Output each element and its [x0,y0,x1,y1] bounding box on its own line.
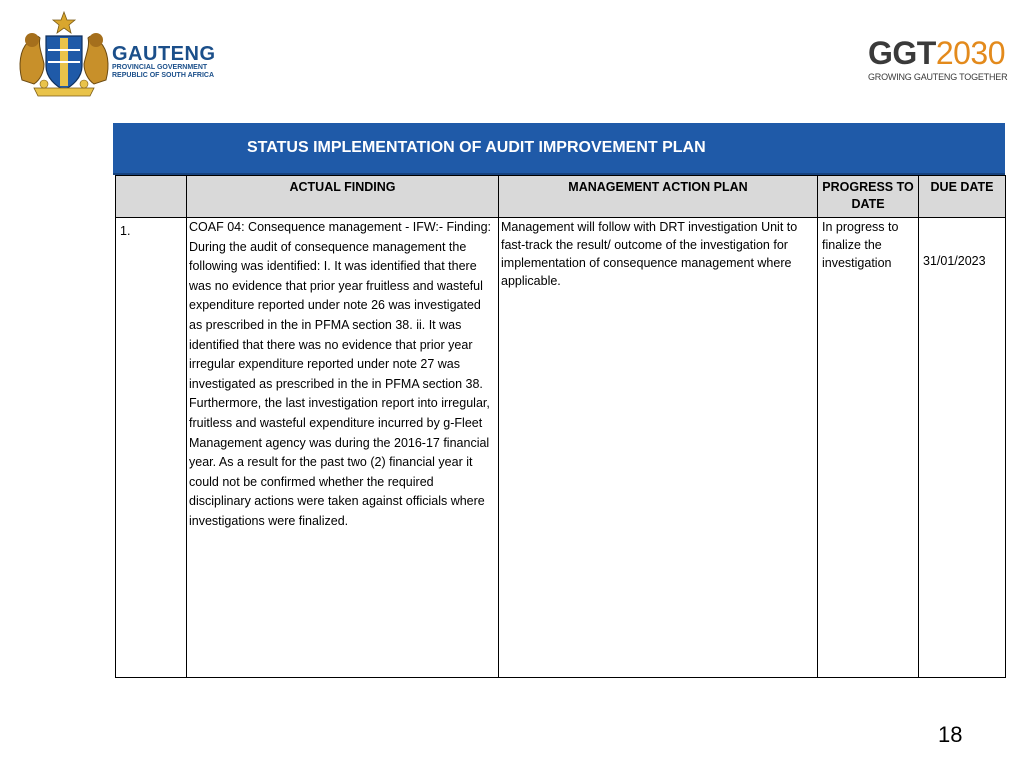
ggt-tagline: GROWING GAUTENG TOGETHER [868,72,1008,82]
table-header-row [116,176,1006,218]
column-header-action-plan: MANAGEMENT ACTION PLAN [499,176,818,218]
finding-cell: COAF 04: Consequence management - IFW:- Finding: During the audit of consequence management the following was identified: I. It was identified that there was no evidence that prior year fruitless and wasteful expenditure reported under note 26 was investigated as prescribed in the in PFMA section 38. ii. It was identified that there was no evidence that prior year irregular expenditure reported under note 27 was investigated as prescribed in the in PFMA section 38. Furthermore, the last investigation report into irregular, fruitless and wasteful expenditure incurred by g-Fleet Management agency was during the 2016-17 financial year. As a result for the past two (2) financial year it could not be confirmed whether the required disciplinary actions were taken against officials where investigations were finalized. [187,218,499,678]
ggt-brand-main: GGT [868,35,936,71]
column-header-finding: ACTUAL FINDING [187,176,499,218]
page-number: 18 [938,722,963,747]
column-header-progress: PROGRESS TO DATE [818,176,919,218]
due-date-cell: 31/01/2023 [919,218,1006,678]
slide-title: STATUS IMPLEMENTATION OF AUDIT IMPROVEMENT PLAN [247,139,706,156]
action-plan-cell: Management will follow with DRT investigation Unit to fast-track the result/ outcome of the investigation for implementation of consequence management where applicable. [499,218,818,678]
gauteng-logo [14,10,214,100]
table-row [116,218,1006,678]
row-number: 1. [116,218,187,678]
audit-plan-table [115,175,1006,678]
ggt-wordmark [868,36,1008,70]
column-header-number [116,176,187,218]
gauteng-name: GAUTENG [112,43,216,65]
title-banner [113,123,1005,175]
gauteng-subline-2: REPUBLIC OF SOUTH AFRICA [112,72,215,79]
ggt2030-logo [868,36,1008,96]
column-header-due-date: DUE DATE [919,176,1006,218]
progress-cell: In progress to finalize the investigation [818,218,919,678]
coat-of-arms-icon [14,10,114,100]
gauteng-subline-1: PROVINCIAL GOVERNMENT [112,64,208,71]
ggt-brand-year: 2030 [935,35,1006,71]
